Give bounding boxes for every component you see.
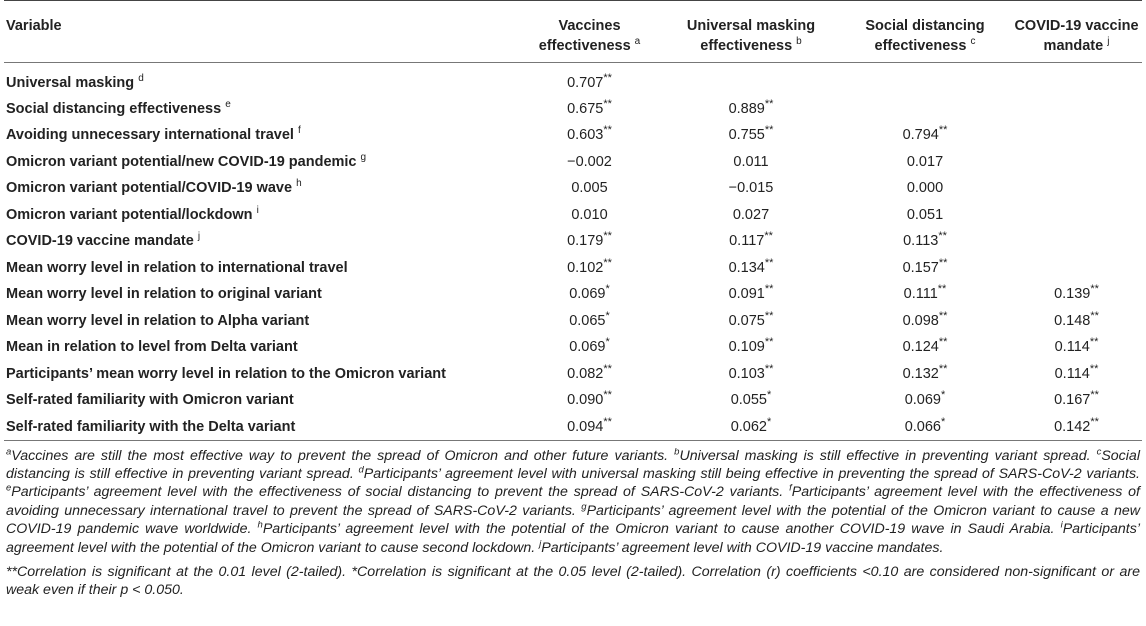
table-cell: [839, 175, 1011, 202]
cell-value: 0.134: [728, 259, 765, 276]
row-footnote-mark: e: [225, 98, 231, 110]
table-cell: [516, 228, 663, 255]
table-row: [4, 202, 1142, 229]
row-label: Universal masking $^d$: [6, 72, 144, 91]
row-footnote-mark: i: [256, 204, 259, 216]
footnote-mark: h: [257, 519, 263, 531]
table-cell: [839, 414, 1011, 441]
table-cell: [663, 175, 839, 202]
table-cell: [663, 96, 839, 123]
cell-value: −0.002: [567, 153, 612, 170]
significance-stars: **: [1090, 283, 1099, 296]
table-row: [4, 122, 1142, 149]
cell-value: 0.017: [906, 153, 944, 170]
footnote-text: Participants’ agreement level with the potential of the Omicron variant to cause second lockdown.: [6, 521, 1140, 556]
cell-value: 0.603: [567, 127, 604, 144]
significance-stars: *: [605, 283, 610, 296]
table-row: [4, 361, 1142, 388]
significance-stars: **: [938, 362, 948, 375]
cell-value: 0.142: [1054, 418, 1091, 435]
footnote-text: Universal masking is still effective in preventing variant spread.: [679, 447, 1091, 464]
significance-stars: **: [603, 256, 612, 269]
row-label: Omicron variant potential/COVID-19 wave $^h$: [6, 178, 302, 197]
table-cell: [663, 228, 839, 255]
row-label: Participants’ mean worry level in relation to the Omicron variant: [6, 365, 446, 382]
significance-stars: *: [605, 336, 610, 349]
table-cell: [1011, 63, 1142, 96]
significance-stars: **: [764, 256, 774, 269]
significance-stars: **: [1089, 336, 1099, 349]
cell-value: 0.132: [902, 365, 939, 382]
table-cell: [839, 96, 1011, 123]
footnote-text: Participants’ agreement level with the potential of the Omicron variant to cause a new COVID-19 pandemic wave worldwide.: [6, 502, 1140, 538]
cell-value: 0.065: [569, 312, 606, 329]
significance-stars: **: [1090, 309, 1099, 322]
footnote-mark: e: [6, 482, 12, 494]
header-row: [4, 1, 1142, 63]
footnote-mark: a: [6, 445, 12, 457]
table-cell: [663, 63, 839, 96]
table-cell: [1011, 334, 1142, 361]
significance-stars: **: [764, 97, 774, 110]
significance-stars: *: [941, 389, 946, 402]
footnote-mark: f: [789, 482, 792, 494]
significance-stars: **: [603, 389, 612, 402]
table-cell: [1011, 361, 1142, 388]
cell-value: 0.179: [567, 233, 604, 250]
significance-stars: *: [605, 309, 610, 322]
cell-value: 0.157: [902, 259, 939, 276]
cell-value: 0.114: [1054, 339, 1090, 356]
cell-value: −0.015: [728, 180, 774, 197]
table-cell: [516, 387, 663, 414]
significance-stars: **: [938, 336, 948, 349]
footnote-text: Social distancing is still effective in preventing variant spread.: [6, 447, 1140, 482]
table-cell: [839, 202, 1011, 229]
table-cell: [839, 63, 1011, 96]
cell-value: 0.098: [902, 312, 939, 329]
row-footnote-mark: d: [138, 72, 144, 84]
footnote-definitions: [6, 447, 1140, 557]
table-cell: [839, 308, 1011, 335]
significance-stars: **: [764, 230, 773, 243]
row-label: Mean worry level in relation to original variant: [6, 286, 322, 303]
table-row: [4, 149, 1142, 176]
table-cell: [663, 414, 839, 441]
cell-value: 0.889: [728, 100, 765, 117]
header-vaccines-effectiveness: Vaccines effectiveness $^a$: [516, 1, 663, 63]
table-row: [4, 414, 1142, 441]
footnote-text: Participants’ agreement level with COVID-19 vaccine mandates.: [541, 539, 944, 556]
cell-value: 0.167: [1054, 392, 1091, 409]
table-cell: [663, 122, 839, 149]
table-cell: [839, 281, 1011, 308]
cell-value: 0.069: [569, 339, 606, 356]
cell-value: 0.027: [732, 206, 770, 223]
table-cell: [516, 334, 663, 361]
table-row: [4, 63, 1142, 96]
footnote-item: [539, 537, 944, 556]
significance-stars: **: [764, 309, 774, 322]
significance-stars: **: [1090, 415, 1099, 428]
table-cell: [839, 228, 1011, 255]
header-variable: Variable: [4, 1, 516, 63]
significance-stars: **: [1090, 389, 1099, 402]
table-cell: [1011, 387, 1142, 414]
cell-value: 0.010: [571, 206, 608, 223]
significance-stars: *: [941, 415, 946, 428]
table-cell: [663, 361, 839, 388]
cell-value: 0.103: [728, 365, 765, 382]
footnote-text: Participants’ agreement level with universal masking still being effective in preventing the spread of SARS-CoV-2 variants.: [363, 465, 1140, 482]
table-cell: [516, 96, 663, 123]
table-cell: [663, 334, 839, 361]
cell-value: 0.117: [729, 233, 765, 250]
cell-value: 0.069: [569, 286, 606, 303]
footnote-mark: j: [539, 537, 542, 549]
table-cell: [1011, 122, 1142, 149]
significance-stars: **: [764, 336, 774, 349]
row-label: Omicron variant potential/lockdown $^i$: [6, 204, 259, 223]
significance-stars: **: [603, 415, 612, 428]
table-cell: [516, 175, 663, 202]
footnote-text: Participants’ agreement level with the potential of the Omicron variant to cause another COVID-19 wave in Saudi Arabia.: [262, 521, 1055, 538]
significance-stars: **: [938, 309, 948, 322]
table-cell: [1011, 414, 1142, 441]
table-cell: [663, 387, 839, 414]
table-cell: [516, 414, 663, 441]
row-label: Avoiding unnecessary international travel $^f$: [6, 125, 301, 144]
cell-value: 0.094: [567, 418, 604, 435]
cell-value: 0.139: [1054, 286, 1091, 303]
significance-stars: **: [937, 283, 947, 296]
table-row: [4, 387, 1142, 414]
significance-stars: **: [764, 283, 774, 296]
significance-stars: **: [938, 124, 948, 137]
row-label: Mean worry level in relation to Alpha variant: [6, 312, 310, 329]
significance-stars: **: [603, 71, 612, 84]
table-cell: [1011, 228, 1142, 255]
cell-value: 0.062: [730, 418, 767, 435]
table-cell: [1011, 308, 1142, 335]
significance-stars: **: [938, 230, 947, 243]
table-cell: [516, 63, 663, 96]
row-label: Mean worry level in relation to international travel: [6, 259, 348, 276]
table-cell: [516, 122, 663, 149]
cell-value: 0.069: [904, 392, 941, 409]
row-label: Mean in relation to level from Delta variant: [6, 339, 298, 356]
table-row: [4, 228, 1142, 255]
table-cell: [663, 255, 839, 282]
row-label: Self-rated familiarity with Omicron variant: [6, 392, 294, 409]
table-cell: [516, 361, 663, 388]
cell-value: 0.124: [902, 339, 939, 356]
significance-stars: **: [603, 97, 612, 110]
table-body: [4, 63, 1142, 441]
cell-value: 0.082: [567, 365, 604, 382]
header-universal-masking-effectiveness: Universal masking effectiveness $^b$: [663, 1, 839, 63]
table-cell: [1011, 202, 1142, 229]
table-row: [4, 96, 1142, 123]
table-cell: [839, 149, 1011, 176]
cell-value: 0.113: [903, 233, 939, 250]
significance-stars: **: [764, 124, 774, 137]
header-social-distancing-effectiveness: Social distancing effectiveness $^c$: [839, 1, 1011, 63]
table-cell: [1011, 96, 1142, 123]
table-header: [4, 1, 1142, 63]
row-footnote-mark: h: [296, 178, 302, 190]
table-cell: [839, 122, 1011, 149]
significance-stars: **: [1089, 362, 1099, 375]
cell-value: 0.114: [1054, 365, 1090, 382]
table-cell: [516, 202, 663, 229]
footnote-mark: c: [1096, 445, 1102, 457]
row-label: Self-rated familiarity with the Delta variant: [4, 414, 516, 441]
significance-stars: **: [938, 256, 948, 269]
significance-stars: **: [603, 362, 612, 375]
cell-value: 0.091: [728, 286, 765, 303]
significance-stars: *: [767, 415, 772, 428]
table-cell: [516, 149, 663, 176]
cell-value: 0.075: [728, 312, 765, 329]
footnote-item: [359, 466, 1141, 482]
table-cell: [839, 361, 1011, 388]
table-row: [4, 255, 1142, 282]
table-cell: [516, 255, 663, 282]
footnote-mark: i: [1060, 519, 1063, 531]
significance-stars: *: [767, 389, 772, 402]
footnote-item: [6, 445, 669, 464]
table-cell: [663, 308, 839, 335]
cell-value: 0.090: [567, 392, 604, 409]
table-cell: [1011, 175, 1142, 202]
footnote-text: Vaccines are still the most effective way to prevent the spread of Omicron and other future variants.: [11, 447, 669, 464]
footnote-item: [674, 445, 1091, 464]
table-cell: [1011, 281, 1142, 308]
row-footnote-mark: j: [197, 231, 201, 243]
cell-value: 0.148: [1054, 312, 1091, 329]
cell-value: 0.755: [728, 127, 765, 144]
significance-note: **Correlation is significant at the 0.01 level (2-tailed). *Correlation is significant at the 0.05 level (2-tailed). Correlation (r) coefficients <0.10 are considered non-significant or are weak even if their p < 0.050.: [6, 563, 1140, 599]
table-row: [4, 308, 1142, 335]
cell-value: 0.794: [902, 127, 939, 144]
cell-value: 0.675: [567, 100, 604, 117]
footnote-item: [258, 521, 1055, 537]
row-label: Omicron variant potential/new COVID-19 pandemic $^g$: [6, 151, 367, 170]
cell-value: 0.111: [903, 286, 938, 303]
cell-value: 0.707: [567, 74, 604, 91]
table-cell: [839, 387, 1011, 414]
table-cell: [663, 202, 839, 229]
table-cell: [1011, 255, 1142, 282]
row-footnote-mark: f: [297, 125, 301, 137]
cell-value: 0.109: [728, 339, 765, 356]
table-cell: [1011, 149, 1142, 176]
table-row: [4, 175, 1142, 202]
footnote-text: Participants’ agreement level with the effectiveness of social distancing to prevent the spread of SARS-CoV-2 variants.: [11, 484, 784, 501]
table-cell: [839, 255, 1011, 282]
table-cell: [516, 308, 663, 335]
row-label: COVID-19 vaccine mandate $^j$: [6, 231, 201, 250]
table-cell: [516, 281, 663, 308]
footnote-mark: g: [581, 500, 587, 512]
table-cell: [663, 149, 839, 176]
cell-value: 0.000: [906, 180, 944, 197]
footnote-item: [6, 484, 783, 500]
row-footnote-mark: g: [360, 151, 367, 163]
header-covid-vaccine-mandate: COVID-19 vaccine mandate $^j$: [1011, 1, 1142, 63]
significance-stars: **: [764, 362, 774, 375]
significance-stars: **: [603, 124, 612, 137]
correlation-table: [4, 0, 1142, 441]
cell-value: 0.011: [733, 153, 769, 170]
footnote-mark: b: [674, 445, 680, 457]
cell-value: 0.102: [567, 259, 604, 276]
table-footnotes: [4, 447, 1142, 600]
significance-stars: **: [603, 230, 612, 243]
table-row: [4, 334, 1142, 361]
row-label: Social distancing effectiveness $^e$: [6, 98, 231, 117]
table-row: [4, 281, 1142, 308]
footnote-text: Participants’ agreement level with the effectiveness of avoiding unnecessary international travel to prevent the spread of SARS-CoV-2 variants.: [6, 484, 1140, 519]
table-cell: [663, 281, 839, 308]
cell-value: 0.066: [904, 418, 941, 435]
footnote-mark: d: [358, 464, 364, 476]
cell-value: 0.005: [571, 180, 608, 197]
cell-value: 0.055: [730, 392, 767, 409]
table-cell: [839, 334, 1011, 361]
cell-value: 0.051: [906, 206, 944, 223]
